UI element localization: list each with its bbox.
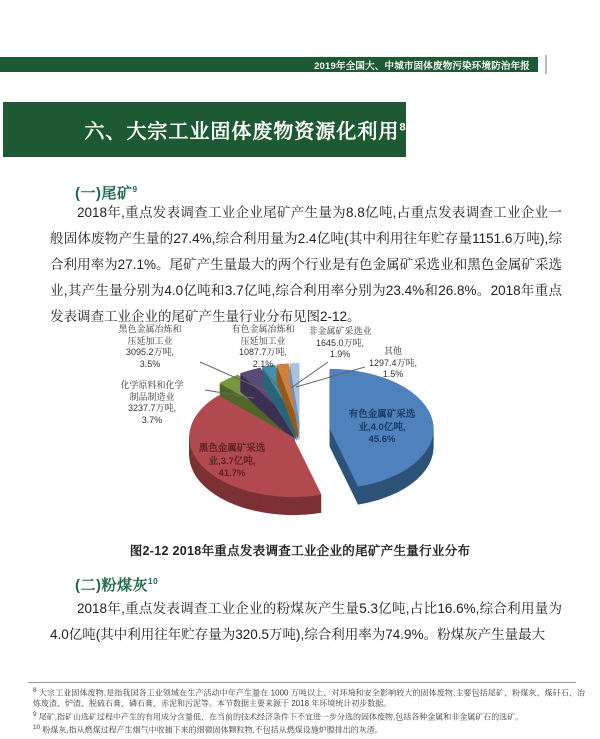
footnote-separator bbox=[28, 682, 576, 683]
figure-caption: 图2-12 2018年重点发表调查工业企业的尾矿产生量行业分布 bbox=[129, 544, 471, 558]
tailings-paragraph: 2018年,重点发表调查工业企业尾矿产生量为8.8亿吨,占重点发表调查工业企业一般固体废物产生量的27.4%,综合利用量为2.4亿吨(其中利用往年贮存量1151.6万吨),综合利用率为27.1%。尾矿产生量最大的两个行业是有色金属矿采选业和黑色金属矿采选业,其产生量分别为4.0亿吨和3.7亿吨,综合利用率分别为23.4%和26.8%。2018年重点发表调查工业企业的尾矿产生量行业分布见图2-12。 bbox=[50, 205, 562, 324]
chapter-title-footnote-ref: 8 bbox=[399, 121, 407, 134]
footnotes bbox=[33, 686, 585, 736]
chapter-title-banner bbox=[3, 102, 406, 157]
section-heading-tailings: (一)尾矿$^9$ bbox=[75, 185, 138, 202]
tailings-pie-chart bbox=[88, 310, 573, 548]
chapter-title: 六、大宗工业固体废物资源化利用$^8$ bbox=[84, 121, 407, 143]
page-edge-mark bbox=[545, 55, 547, 74]
footnote-8: $^8$ 大宗工业固体废物,是指我国各工业领域在生产活动中年产生量在 1000 万吨以上、对环境和安全影响较大的固体废物,主要包括尾矿、粉煤灰、煤矸石、冶炼废渣、炉渣、脱硫石膏、磷石膏、赤泥和污泥等。本节数据主要来源于 2018 年环境统计初步数据。 bbox=[33, 687, 585, 709]
header-bar-text: 2019年全国大、中城市固体废物污染环境防治年报 bbox=[314, 60, 530, 72]
pie-slice-label: 化学原料和化学 制品制造业 3237.7万吨, 3.7% bbox=[120, 380, 184, 425]
pie-slice-label: 其他 1297.4万吨, 1.5% bbox=[368, 346, 418, 379]
pie-slice-label: 黑色金属矿采选 业,3.7亿吨, 41.7% bbox=[198, 443, 266, 479]
section-heading-flyash: (二)粉煤灰$^{10}$ bbox=[75, 577, 159, 594]
flyash-paragraph: 2018年,重点发表调查工业企业的粉煤灰产生量5.3亿吨,占比16.6%,综合利用量为4.0亿吨(其中利用往年贮存量为320.5万吨),综合利用率为74.9%。粉煤灰产生量最大 bbox=[50, 601, 562, 642]
footnote-10: $^{10}$ 粉煤灰,指从燃煤过程产生烟气中收捕下来的细微固体颗粒物,不包括从燃煤设施炉膛排出的灰渣。 bbox=[33, 723, 383, 735]
pie-slice-label: 有色金属矿采选 业,4.0亿吨, 45.6% bbox=[348, 409, 416, 445]
pie-slice-label: 有色金属冶炼和 压延加工业 1087.7万吨, 2.1% bbox=[231, 324, 295, 369]
pie-slice-label: 非金属矿采选业 1645.0万吨, 1.9% bbox=[308, 326, 372, 359]
pie-slice-label: 黑色金属冶炼和 压延加工业 3095.2万吨, 3.5% bbox=[118, 324, 182, 369]
page-header-bar bbox=[0, 57, 538, 72]
tailings-footnote-ref: 9 bbox=[132, 185, 138, 194]
flyash-footnote-ref: 10 bbox=[148, 577, 159, 586]
footnote-9: $^9$ 尾矿,指矿山选矿过程中产生的有用成分含量低、在当前的技术经济条件下不宜进一步分选的固体废物,包括各种金属和非金属矿石的选矿。 bbox=[33, 710, 524, 722]
